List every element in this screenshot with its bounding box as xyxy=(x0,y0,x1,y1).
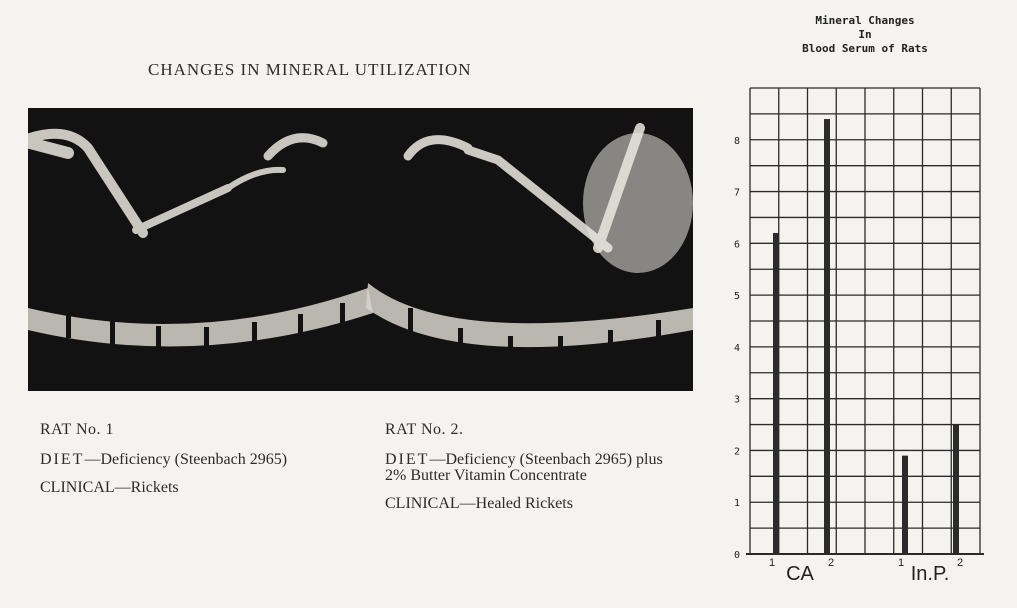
bar-index-label: 1 xyxy=(768,557,776,569)
chart-title-line-3: Blood Serum of Rats xyxy=(802,42,928,55)
y-tick-label: 1 xyxy=(733,498,740,510)
rat-2-diet-key: DIET xyxy=(385,451,430,468)
bar xyxy=(902,456,908,554)
page-title: CHANGES IN MINERAL UTILIZATION xyxy=(148,60,472,79)
rat-1-diet-text: —Deficiency (Steenbach 2965) xyxy=(84,451,288,468)
y-tick-label: 4 xyxy=(733,342,740,354)
y-tick-label: 6 xyxy=(733,239,740,251)
rat-2-diet-text: —Deficiency (Steenbach 2965) plus 2% Butter Vitamin Concentrate xyxy=(385,451,663,484)
bar-index-label: 2 xyxy=(956,557,964,569)
rat-2-caption xyxy=(385,422,685,512)
chart-title xyxy=(760,14,970,56)
rat-1-diet-key: DIET xyxy=(40,451,85,468)
rat-2-heading: RAT No. 2. xyxy=(385,421,464,438)
bar-index-label: 2 xyxy=(827,557,835,569)
bar xyxy=(953,425,959,554)
bar-index-label: 1 xyxy=(897,557,905,569)
bar xyxy=(824,119,830,554)
y-tick-label: 0 xyxy=(733,550,740,561)
y-tick-label: 3 xyxy=(733,394,740,406)
rat-1-diet xyxy=(40,452,340,468)
y-tick-label: 5 xyxy=(733,291,740,303)
y-tick-label: 2 xyxy=(733,446,740,458)
group-label: In.P. xyxy=(910,563,950,585)
group-label: CA xyxy=(786,563,814,585)
rat-1-clinical: CLINICAL—Rickets xyxy=(40,479,179,496)
rat-1-caption xyxy=(40,422,340,496)
rat-2-clinical: CLINICAL—Healed Rickets xyxy=(385,495,573,512)
rat-1-heading: RAT No. 1 xyxy=(40,421,114,438)
y-tick-label: 7 xyxy=(733,187,740,199)
xray-photograph xyxy=(28,108,693,391)
bar xyxy=(773,233,779,554)
rat-2-diet xyxy=(385,452,685,484)
chart-title-line-2: In xyxy=(858,28,872,41)
chart-title-line-1: Mineral Changes xyxy=(815,14,915,27)
y-tick-label: 8 xyxy=(733,135,740,147)
mineral-bar-chart xyxy=(720,78,1000,598)
